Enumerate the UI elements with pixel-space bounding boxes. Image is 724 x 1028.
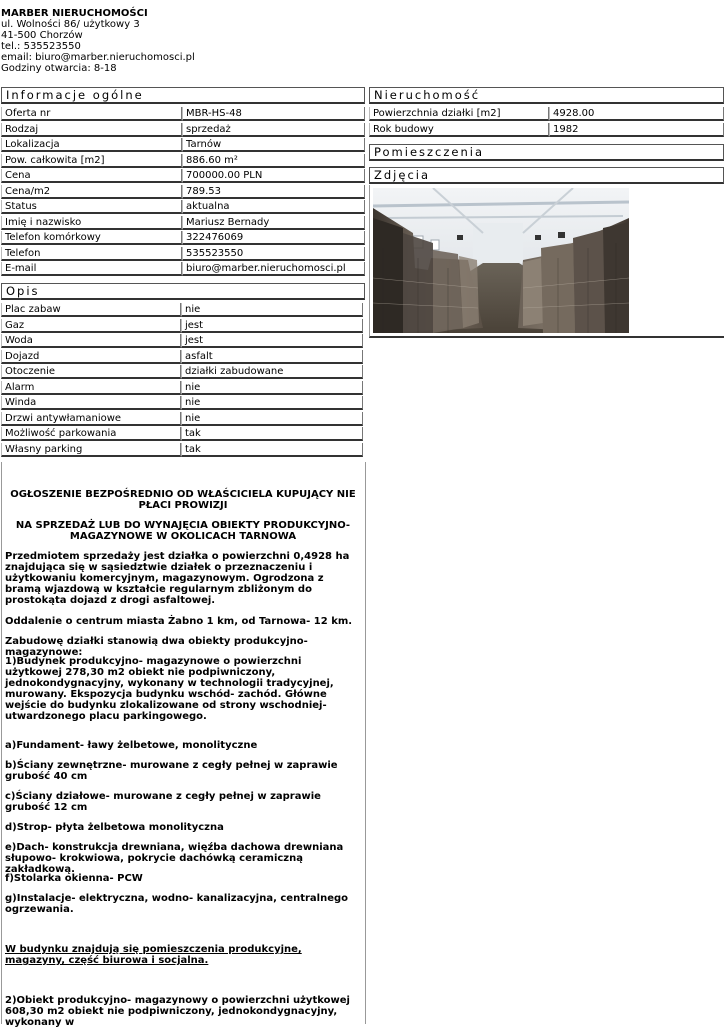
property-value: 1982 (549, 123, 724, 137)
description-paragraph: W budynku znajdują się pomieszczenia produkcyjne, magazyny, część biurowa i socjalna. (5, 944, 302, 966)
general-value: MBR-HS-48 (182, 107, 365, 121)
warehouse-photo-image (373, 188, 629, 333)
general-label: Pow. całkowita [m2] (1, 154, 182, 168)
description-paragraph: OGŁOSZENIE BEZPOŚREDNIO OD WŁAŚCICIELA KUPUJĄCY NIE PŁACI PROWIZJI (10, 489, 356, 511)
general-value: 700000.00 PLN (182, 169, 365, 183)
description-paragraph: 1)Budynek produkcyjno- magazynowe o powierzchni użytkowej 278,30 m2 obiekt nie podpiwniczony, jednokondygnacyjny, wykonany w technologii tradycyjnej, murowany. Ekspozycja budynku wschód- zachód. Główne wejście do budynku zlokalizowane od strony wschodniej- utwardzonego placu parkingowego. (5, 656, 334, 722)
features-label: Alarm (1, 381, 181, 395)
features-value: jest (181, 334, 363, 348)
features-row (1, 443, 363, 457)
section-title-property: Nieruchomość (369, 87, 724, 104)
features-row (1, 381, 363, 395)
general-label: Telefon (1, 247, 182, 261)
section-title-photos: Zdjęcia (369, 167, 724, 184)
section-title-rooms: Pomieszczenia (369, 144, 724, 161)
features-label: Plac zabaw (1, 303, 181, 317)
photo-gallery (369, 185, 724, 338)
features-value: tak (181, 427, 363, 441)
description-paragraph: a)Fundament- ławy żelbetowe, monolityczne (5, 740, 258, 751)
section-title-description: Opis (1, 283, 365, 300)
features-label: Woda (1, 334, 181, 348)
features-value: nie (181, 412, 363, 426)
general-label: Rodzaj (1, 123, 182, 137)
general-value: 535523550 (182, 247, 365, 261)
general-label: Telefon komórkowy (1, 231, 182, 245)
description-paragraph: d)Strop- płyta żelbetowa monolityczna (5, 822, 224, 833)
description-paragraph: Zabudowę działki stanowią dwa obiekty produkcyjno- magazynowe: (5, 636, 308, 658)
features-value: nie (181, 396, 363, 410)
description-paragraph: c)Ściany działowe- murowane z cegły pełnej w zaprawie grubość 12 cm (5, 791, 321, 813)
section-title-general: Informacje ogólne (1, 87, 365, 104)
features-row (1, 303, 363, 317)
description-paragraph: NA SPRZEDAŻ LUB DO WYNAJĘCIA OBIEKTY PRODUKCYJNO- MAGAZYNOWE W OKOLICACH TARNOWA (15, 520, 351, 542)
general-label: Imię i nazwisko (1, 216, 182, 230)
general-row (1, 123, 365, 137)
features-value: jest (181, 319, 363, 333)
general-label: Lokalizacja (1, 138, 182, 152)
general-label: E-mail (1, 262, 182, 276)
general-label: Cena/m2 (1, 185, 182, 199)
general-value: 886.60 m² (182, 154, 365, 168)
features-row (1, 365, 363, 379)
description-paragraph: Przedmiotem sprzedaży jest działka o powierzchni 0,4928 ha znajdująca się w sąsiedztwie działek o przeznaczeniu i użytkowaniu komercyjnym, magazynowym. Ogrodzona z bramą wjazdową w kształcie regularnym zbliżonym do prostokąta dojazd z drogi asfaltowej. (5, 551, 350, 606)
description-paragraph: 2)Obiekt produkcyjno- magazynowy o powierzchni użytkowej 608,30 m2 obiekt nie podpiwniczony, jednokondygnacyjny, wykonany w (5, 995, 350, 1028)
agency-hours: Godziny otwarcia: 8-18 (1, 63, 117, 74)
features-row (1, 334, 363, 348)
features-label: Winda (1, 396, 181, 410)
property-label: Rok budowy (369, 123, 549, 137)
agency-address-line2: 41-500 Chorzów (1, 30, 83, 41)
general-row (1, 169, 365, 183)
general-value: 322476069 (182, 231, 365, 245)
agency-email: email: biuro@marber.nieruchomosci.pl (1, 52, 195, 63)
general-row (1, 154, 365, 168)
features-label: Własny parking (1, 443, 181, 457)
general-value: 789.53 (182, 185, 365, 199)
features-value: działki zabudowane (181, 365, 363, 379)
agency-address-line1: ul. Wolności 86/ użytkowy 3 (1, 19, 140, 30)
features-label: Gaz (1, 319, 181, 333)
features-row (1, 319, 363, 333)
description-paragraph: b)Ściany zewnętrzne- murowane z cegły pełnej w zaprawie grubość 40 cm (5, 760, 338, 782)
property-row (369, 123, 724, 137)
features-value: tak (181, 443, 363, 457)
features-label: Dojazd (1, 350, 181, 364)
features-value: nie (181, 303, 363, 317)
features-label: Drzwi antywłamaniowe (1, 412, 181, 426)
general-value: sprzedaż (182, 123, 365, 137)
description-panel (1, 462, 366, 1028)
features-value: asfalt (181, 350, 363, 364)
property-value: 4928.00 (549, 107, 724, 121)
general-row (1, 262, 365, 276)
description-paragraph: e)Dach- konstrukcja drewniana, więźba dachowa drewniana słupowo- krokwiowa, pokrycie dachówką ceramiczną zakładkową. (5, 842, 344, 875)
description-paragraph: g)Instalacje- elektryczna, wodno- kanalizacyjna, centralnego ogrzewania. (5, 893, 349, 915)
general-row (1, 247, 365, 261)
features-value: nie (181, 381, 363, 395)
general-row (1, 231, 365, 245)
general-value: aktualna (182, 200, 365, 214)
features-row (1, 396, 363, 410)
general-value: Tarnów (182, 138, 365, 152)
general-value: biuro@marber.nieruchomosci.pl (182, 262, 365, 276)
features-label: Możliwość parkowania (1, 427, 181, 441)
general-row (1, 138, 365, 152)
features-label: Otoczenie (1, 365, 181, 379)
general-row (1, 107, 365, 121)
property-row (369, 107, 724, 121)
features-row (1, 350, 363, 364)
agency-phone: tel.: 535523550 (1, 41, 81, 52)
property-photo[interactable] (373, 188, 629, 333)
agency-header (1, 8, 195, 74)
general-value: Mariusz Bernady (182, 216, 365, 230)
features-row (1, 427, 363, 441)
general-row (1, 200, 365, 214)
description-paragraph: Oddalenie o centrum miasta Żabno 1 km, od Tarnowa- 12 km. (5, 616, 353, 627)
general-label: Status (1, 200, 182, 214)
description-paragraph: f)Stolarka okienna- PCW (5, 873, 143, 884)
property-label: Powierzchnia działki [m2] (369, 107, 549, 121)
features-row (1, 412, 363, 426)
general-label: Cena (1, 169, 182, 183)
general-row (1, 216, 365, 230)
general-row (1, 185, 365, 199)
general-label: Oferta nr (1, 107, 182, 121)
agency-name: MARBER NIERUCHOMOŚCI (1, 8, 148, 19)
